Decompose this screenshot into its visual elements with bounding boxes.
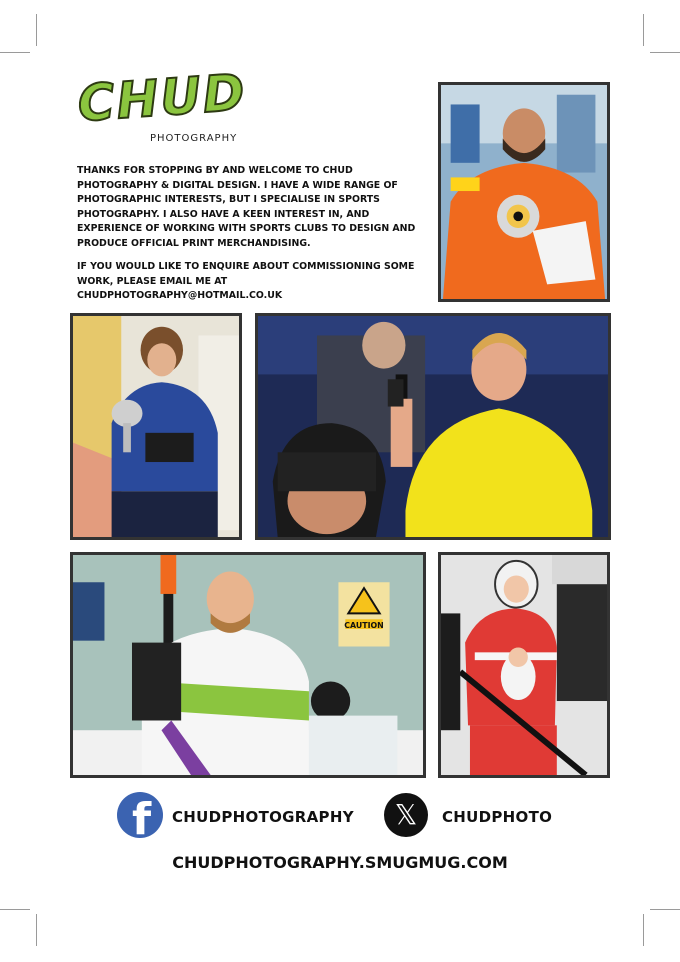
crop-mark — [0, 909, 30, 910]
photo-youth-trophy — [70, 313, 242, 540]
crop-mark — [643, 914, 644, 946]
x-handle[interactable]: CHUDPHOTO — [442, 808, 553, 826]
logo-tagline: PHOTOGRAPHY — [150, 133, 238, 144]
website-link[interactable]: CHUDPHOTOGRAPHY.SMUGMUG.COM — [172, 853, 508, 872]
crop-mark — [650, 52, 680, 53]
brand-logo — [75, 63, 249, 156]
crop-mark — [650, 909, 680, 910]
intro-paragraph: THANKS FOR STOPPING BY AND WELCOME TO CHUD PHOTOGRAPHY & DIGITAL DESIGN. I HAVE A WIDE RANGE OF PHOTOGRAPHIC INTERESTS, BUT I SPECIALISE IN SPORTS PHOTOGRAPHY. I ALSO HAVE A KEEN INTEREST IN, AND EXPERIENCE OF WORKING WITH SPORTS CLUBS TO DESIGN AND PRODUCE OFFICIAL PRINT MERCHANDISING. — [77, 165, 416, 249]
photo-youth-red-jersey — [438, 552, 610, 778]
facebook-icon[interactable]: f — [117, 792, 163, 838]
logo-wordmark: CHUD — [75, 63, 249, 133]
crop-mark — [36, 14, 37, 46]
facebook-handle[interactable]: CHUDPHOTOGRAPHY — [172, 808, 354, 826]
contact-paragraph: IF YOU WOULD LIKE TO ENQUIRE ABOUT COMMISSIONING SOME WORK, PLEASE EMAIL ME AT CHUDPHOTOGRAPHY@HOTMAIL.CO.UK — [77, 261, 415, 302]
crop-mark — [36, 914, 37, 946]
photo-goalie-portrait — [438, 82, 610, 302]
crop-mark — [0, 52, 30, 53]
crop-mark — [643, 14, 644, 46]
photo-spectator-yellow-hoodie — [255, 313, 611, 540]
photo-goalie-white-jersey — [70, 552, 426, 778]
caution-sign: CAUTION — [344, 621, 384, 630]
x-logo-icon[interactable]: 𝕏 — [384, 793, 428, 837]
